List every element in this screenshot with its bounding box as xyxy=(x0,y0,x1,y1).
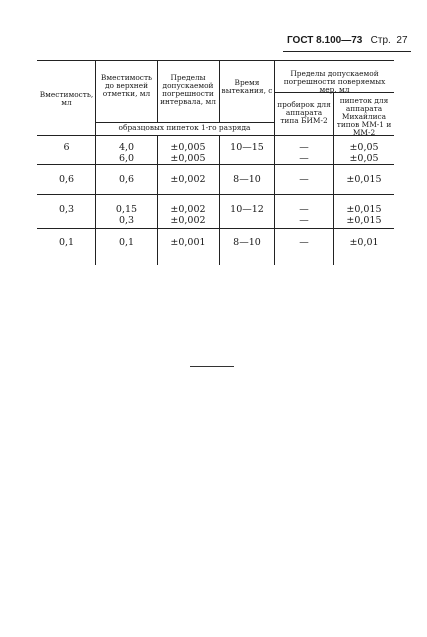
cell-upper xyxy=(97,142,156,164)
cell-mm-value: ±0,05 xyxy=(349,153,379,164)
standard-number: ГОСТ 8.100—73 xyxy=(287,35,363,46)
page-label: Стр. xyxy=(370,35,391,46)
cell-upper xyxy=(97,237,156,248)
body-col-rule-4 xyxy=(274,135,275,265)
cell-upper-value: 0,1 xyxy=(118,237,135,248)
cell-bim-value: — xyxy=(299,215,309,226)
cell-bim xyxy=(276,142,332,164)
cell-mm-value: ±0,015 xyxy=(346,215,382,226)
row-rule-3 xyxy=(37,228,394,229)
footer-rule xyxy=(190,366,234,367)
body-col-rule-3 xyxy=(219,135,220,265)
header-capacity-to-upper: Вместимость до верхней отметки, мл xyxy=(100,73,153,98)
header-rule xyxy=(283,51,411,52)
header-error-limits: Пределы допускаемой погрешности интервала, мл xyxy=(160,73,216,106)
header-pipettes-mm: пипеток для аппарата Михайлиса типов ММ-1 и ММ-2 xyxy=(336,96,392,137)
col-rule-5 xyxy=(333,92,334,135)
header-sample-pipettes: образцовых пипеток 1-го разряда xyxy=(118,123,251,132)
page-number: 27 xyxy=(396,35,408,46)
cell-time: 8—10 xyxy=(233,174,261,185)
cell-upper-value: 0,3 xyxy=(118,215,135,226)
cell-time: 10—15 xyxy=(230,142,264,153)
cell-bim-value: — xyxy=(299,174,309,185)
cell-bim-value: — xyxy=(299,237,309,248)
cell-mm-value: ±0,01 xyxy=(349,237,379,248)
cell-bim-value: — xyxy=(299,142,309,153)
row-rule-2 xyxy=(37,194,394,195)
cell-limits-value: ±0,002 xyxy=(170,204,206,215)
row-rule-1 xyxy=(37,164,394,165)
header-verified-group: Пределы допускаемой погрешности поверяемых мер, мл xyxy=(283,69,386,94)
cell-time: 8—10 xyxy=(233,237,261,248)
cell-upper-value: 4,0 xyxy=(118,142,135,153)
cell-mm xyxy=(335,142,393,164)
body-col-rule-5 xyxy=(333,135,334,265)
cell-mm-value: ±0,05 xyxy=(349,142,379,153)
cell-limits-value: ±0,001 xyxy=(170,237,206,248)
table-top-rule xyxy=(37,60,394,61)
cell-bim-value: — xyxy=(299,153,309,164)
header-tubes-bim: пробирок для аппарата типа БИМ-2 xyxy=(277,100,331,125)
col-rule-3 xyxy=(219,60,220,122)
cell-limits xyxy=(158,204,218,226)
cell-limits xyxy=(158,142,218,164)
cell-limits-value: ±0,002 xyxy=(170,174,206,185)
cell-upper-value: 6,0 xyxy=(118,153,135,164)
cell-limits-value: ±0,005 xyxy=(170,142,206,153)
cell-upper xyxy=(97,204,156,226)
header-capacity: Вместимость, мл xyxy=(39,90,94,107)
cell-mm-value: ±0,015 xyxy=(346,174,382,185)
body-col-rule-1 xyxy=(95,135,96,265)
cell-capacity: 0,1 xyxy=(58,237,75,248)
cell-upper-value: 0,6 xyxy=(118,174,135,185)
cell-bim xyxy=(276,174,332,185)
cell-mm xyxy=(335,174,393,185)
cell-capacity: 0,6 xyxy=(58,174,75,185)
cell-limits-value: ±0,002 xyxy=(170,215,206,226)
cell-limits xyxy=(158,174,218,185)
cell-limits-value: ±0,005 xyxy=(170,153,206,164)
col-rule-4 xyxy=(274,60,275,135)
cell-bim-value: — xyxy=(299,204,309,215)
cell-mm xyxy=(335,237,393,248)
cell-upper xyxy=(97,174,156,185)
cell-capacity: 6 xyxy=(63,142,70,153)
cell-mm xyxy=(335,204,393,226)
page-header xyxy=(287,35,408,46)
cell-limits xyxy=(158,237,218,248)
cell-bim xyxy=(276,237,332,248)
cell-capacity: 0,3 xyxy=(58,204,75,215)
cell-mm-value: ±0,015 xyxy=(346,204,382,215)
cell-bim xyxy=(276,204,332,226)
cell-time: 10—12 xyxy=(230,204,264,215)
cell-upper-value: 0,15 xyxy=(115,204,138,215)
header-flow-time: Время вытекания, с xyxy=(221,78,273,95)
